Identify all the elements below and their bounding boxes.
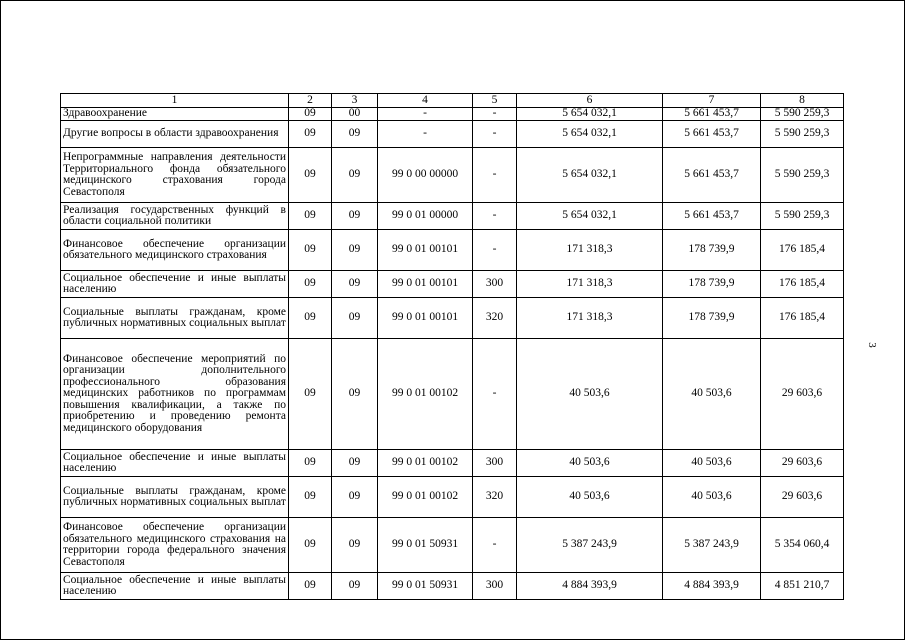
year2-amount-cell: 178 739,9 [663,271,761,298]
year2-amount-cell: 178 739,9 [663,298,761,339]
target-article-cell: - [378,108,473,121]
subsection-cell: 09 [332,450,378,477]
year2-amount-cell: 5 661 453,7 [663,203,761,230]
year3-amount-cell: 5 590 259,3 [761,121,844,148]
row-name-cell: Социальное обеспечение и иные выплаты населению [61,450,289,477]
year1-amount-cell: 5 654 032,1 [517,203,663,230]
year3-amount-cell: 5 590 259,3 [761,148,844,203]
row-name-cell: Социальное обеспечение и иные выплаты населению [61,271,289,298]
expense-type-cell: - [473,518,517,573]
year3-amount-cell: 4 851 210,7 [761,573,844,600]
expense-type-cell: - [473,148,517,203]
year2-amount-cell: 5 387 243,9 [663,518,761,573]
row-name-cell: Здравоохранение [61,108,289,121]
year1-amount-cell: 171 318,3 [517,298,663,339]
table-row [61,203,844,230]
table-row [61,121,844,148]
table-header-row [61,94,844,108]
subsection-cell: 09 [332,271,378,298]
subsection-cell: 09 [332,298,378,339]
section-cell: 09 [289,573,332,600]
year1-amount-cell: 171 318,3 [517,271,663,298]
year2-amount-cell: 40 503,6 [663,477,761,518]
target-article-cell: 99 0 01 00102 [378,450,473,477]
column-header: 7 [663,94,761,108]
year2-amount-cell: 40 503,6 [663,450,761,477]
row-name-cell: Финансовое обеспечение мероприятий по организации дополнительного профессионального образования медицинских работников по программам повышения квалификации, а также по приобретению и проведению ремонта медицинского оборудования [61,339,289,450]
expense-type-cell: 300 [473,271,517,298]
section-cell: 09 [289,450,332,477]
section-cell: 09 [289,121,332,148]
row-name-cell: Реализация государственных функций в области социальной политики [61,203,289,230]
year3-amount-cell: 176 185,4 [761,230,844,271]
year3-amount-cell: 5 354 060,4 [761,518,844,573]
row-name-cell: Непрограммные направления деятельности Территориального фонда обязательного медицинского страхования города Севастополя [61,148,289,203]
expense-type-cell: 300 [473,450,517,477]
target-article-cell: 99 0 01 50931 [378,573,473,600]
section-cell: 09 [289,518,332,573]
expense-type-cell: - [473,108,517,121]
target-article-cell: 99 0 01 00102 [378,339,473,450]
target-article-cell: 99 0 01 00101 [378,271,473,298]
section-cell: 09 [289,271,332,298]
year1-amount-cell: 5 387 243,9 [517,518,663,573]
expense-type-cell: 320 [473,298,517,339]
column-header: 4 [378,94,473,108]
section-cell: 09 [289,230,332,271]
target-article-cell: 99 0 01 00101 [378,230,473,271]
expense-type-cell: 320 [473,477,517,518]
expense-type-cell: - [473,339,517,450]
year1-amount-cell: 40 503,6 [517,477,663,518]
row-name-cell: Финансовое обеспечение организации обязательного медицинского страхования на территории города федерального значения Севастополя [61,518,289,573]
page-number: 3 [865,342,878,348]
row-name-cell: Социальные выплаты гражданам, кроме публичных нормативных социальных выплат [61,298,289,339]
year3-amount-cell: 29 603,6 [761,450,844,477]
section-cell: 09 [289,203,332,230]
table-row [61,450,844,477]
target-article-cell: - [378,121,473,148]
subsection-cell: 09 [332,230,378,271]
year1-amount-cell: 5 654 032,1 [517,108,663,121]
subsection-cell: 09 [332,573,378,600]
subsection-cell: 09 [332,148,378,203]
table-row [61,108,844,121]
budget-table [60,93,844,600]
row-name-cell: Другие вопросы в области здравоохранения [61,121,289,148]
table-row [61,518,844,573]
column-header: 6 [517,94,663,108]
row-name-cell: Социальные выплаты гражданам, кроме публичных нормативных социальных выплат [61,477,289,518]
table-row [61,271,844,298]
year3-amount-cell: 29 603,6 [761,477,844,518]
year3-amount-cell: 29 603,6 [761,339,844,450]
column-header: 3 [332,94,378,108]
year3-amount-cell: 5 590 259,3 [761,108,844,121]
subsection-cell: 09 [332,121,378,148]
year2-amount-cell: 4 884 393,9 [663,573,761,600]
column-header: 5 [473,94,517,108]
target-article-cell: 99 0 01 00101 [378,298,473,339]
year2-amount-cell: 5 661 453,7 [663,108,761,121]
year2-amount-cell: 40 503,6 [663,339,761,450]
expense-type-cell: 300 [473,573,517,600]
subsection-cell: 09 [332,203,378,230]
section-cell: 09 [289,298,332,339]
year3-amount-cell: 176 185,4 [761,271,844,298]
year1-amount-cell: 40 503,6 [517,339,663,450]
column-header: 2 [289,94,332,108]
table-row [61,298,844,339]
year2-amount-cell: 5 661 453,7 [663,148,761,203]
section-cell: 09 [289,339,332,450]
table-row [61,230,844,271]
section-cell: 09 [289,148,332,203]
section-cell: 09 [289,477,332,518]
row-name-cell: Финансовое обеспечение организации обязательного медицинского страхования [61,230,289,271]
subsection-cell: 00 [332,108,378,121]
year3-amount-cell: 176 185,4 [761,298,844,339]
year3-amount-cell: 5 590 259,3 [761,203,844,230]
year1-amount-cell: 5 654 032,1 [517,148,663,203]
target-article-cell: 99 0 01 00000 [378,203,473,230]
expense-type-cell: - [473,230,517,271]
table-row [61,477,844,518]
expense-type-cell: - [473,203,517,230]
year2-amount-cell: 5 661 453,7 [663,121,761,148]
year1-amount-cell: 4 884 393,9 [517,573,663,600]
column-header: 1 [61,94,289,108]
table-row [61,148,844,203]
table-row [61,339,844,450]
subsection-cell: 09 [332,518,378,573]
expense-type-cell: - [473,121,517,148]
target-article-cell: 99 0 00 00000 [378,148,473,203]
row-name-cell: Социальное обеспечение и иные выплаты населению [61,573,289,600]
subsection-cell: 09 [332,339,378,450]
subsection-cell: 09 [332,477,378,518]
year1-amount-cell: 5 654 032,1 [517,121,663,148]
target-article-cell: 99 0 01 50931 [378,518,473,573]
target-article-cell: 99 0 01 00102 [378,477,473,518]
year1-amount-cell: 171 318,3 [517,230,663,271]
column-header: 8 [761,94,844,108]
year2-amount-cell: 178 739,9 [663,230,761,271]
section-cell: 09 [289,108,332,121]
table-row [61,573,844,600]
year1-amount-cell: 40 503,6 [517,450,663,477]
